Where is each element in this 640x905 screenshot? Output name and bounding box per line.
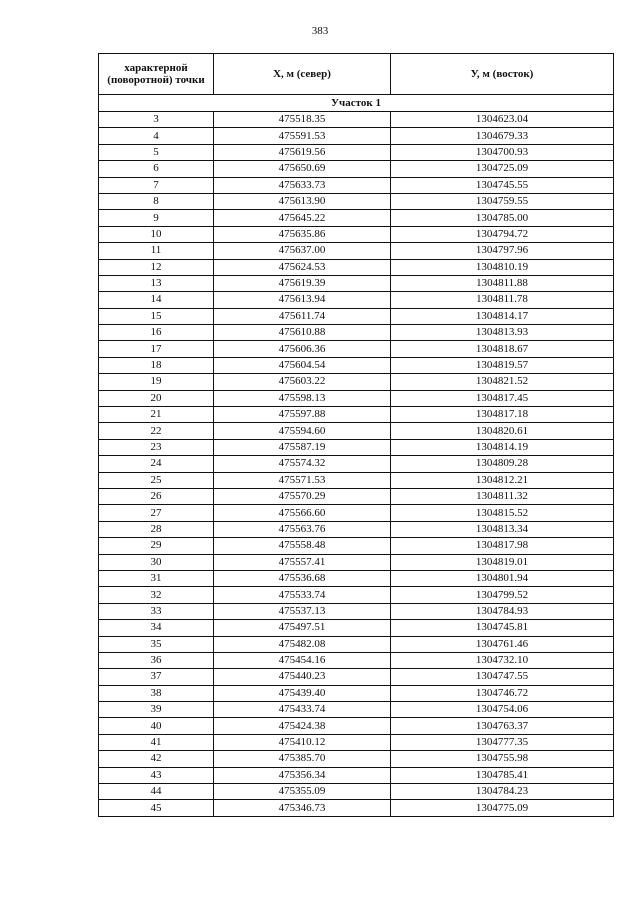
y-coordinate: 1304745.81: [391, 620, 614, 636]
y-coordinate: 1304679.33: [391, 128, 614, 144]
table-row: [99, 390, 614, 406]
page-number: 383: [311, 25, 329, 37]
point-number: 25: [99, 472, 214, 488]
table-row: [99, 603, 614, 619]
y-coordinate: 1304797.96: [391, 243, 614, 259]
y-coordinate: 1304813.34: [391, 521, 614, 537]
table-row: [99, 702, 614, 718]
y-coordinate: 1304812.21: [391, 472, 614, 488]
x-coordinate: 475497.51: [214, 620, 391, 636]
x-coordinate: 475536.68: [214, 570, 391, 586]
y-coordinate: 1304814.17: [391, 308, 614, 324]
table-row: [99, 570, 614, 586]
x-coordinate: 475385.70: [214, 751, 391, 767]
table-row: [99, 275, 614, 291]
y-coordinate: 1304732.10: [391, 652, 614, 668]
y-coordinate: 1304817.45: [391, 390, 614, 406]
y-coordinate: 1304820.61: [391, 423, 614, 439]
y-coordinate: 1304817.98: [391, 538, 614, 554]
point-number: 12: [99, 259, 214, 275]
table-row: [99, 357, 614, 373]
point-number: 24: [99, 456, 214, 472]
x-coordinate: 475603.22: [214, 374, 391, 390]
y-coordinate: 1304811.78: [391, 292, 614, 308]
y-coordinate: 1304784.23: [391, 784, 614, 800]
point-number: 42: [99, 751, 214, 767]
point-number: 39: [99, 702, 214, 718]
y-coordinate: 1304700.93: [391, 144, 614, 160]
y-coordinate: 1304623.04: [391, 112, 614, 128]
x-coordinate: 475610.88: [214, 325, 391, 341]
y-coordinate: 1304794.72: [391, 226, 614, 242]
x-coordinate: 475563.76: [214, 521, 391, 537]
y-coordinate: 1304777.35: [391, 734, 614, 750]
point-number: 17: [99, 341, 214, 357]
y-coordinate: 1304819.57: [391, 357, 614, 373]
table-row: [99, 669, 614, 685]
table-row: [99, 685, 614, 701]
table-row: [99, 652, 614, 668]
x-coordinate: 475533.74: [214, 587, 391, 603]
table-row: [99, 193, 614, 209]
x-coordinate: 475346.73: [214, 800, 391, 816]
y-coordinate: 1304801.94: [391, 570, 614, 586]
x-coordinate: 475439.40: [214, 685, 391, 701]
y-coordinate: 1304814.19: [391, 439, 614, 455]
table-row: [99, 292, 614, 308]
table-row: [99, 521, 614, 537]
point-number: 5: [99, 144, 214, 160]
x-coordinate: 475574.32: [214, 456, 391, 472]
point-number: 19: [99, 374, 214, 390]
point-number: 32: [99, 587, 214, 603]
table-row: [99, 210, 614, 226]
point-number: 33: [99, 603, 214, 619]
table-row: [99, 243, 614, 259]
point-number: 29: [99, 538, 214, 554]
y-coordinate: 1304763.37: [391, 718, 614, 734]
point-number: 7: [99, 177, 214, 193]
x-coordinate: 475606.36: [214, 341, 391, 357]
y-coordinate: 1304785.00: [391, 210, 614, 226]
point-number: 43: [99, 767, 214, 783]
y-coordinate: 1304747.55: [391, 669, 614, 685]
point-number: 4: [99, 128, 214, 144]
point-number: 40: [99, 718, 214, 734]
x-coordinate: 475440.23: [214, 669, 391, 685]
table-row: [99, 751, 614, 767]
y-coordinate: 1304819.01: [391, 554, 614, 570]
point-number: 18: [99, 357, 214, 373]
point-number: 6: [99, 161, 214, 177]
y-coordinate: 1304785.41: [391, 767, 614, 783]
point-number: 37: [99, 669, 214, 685]
y-coordinate: 1304761.46: [391, 636, 614, 652]
x-coordinate: 475433.74: [214, 702, 391, 718]
header-y: У, м (восток): [391, 54, 614, 95]
y-coordinate: 1304813.93: [391, 325, 614, 341]
x-coordinate: 475598.13: [214, 390, 391, 406]
point-number: 15: [99, 308, 214, 324]
point-number: 28: [99, 521, 214, 537]
point-number: 20: [99, 390, 214, 406]
x-coordinate: 475591.53: [214, 128, 391, 144]
section-row: [99, 95, 614, 112]
point-number: 14: [99, 292, 214, 308]
x-coordinate: 475557.41: [214, 554, 391, 570]
x-coordinate: 475645.22: [214, 210, 391, 226]
table-row: [99, 374, 614, 390]
table-row: [99, 112, 614, 128]
point-number: 38: [99, 685, 214, 701]
x-coordinate: 475624.53: [214, 259, 391, 275]
table-row: [99, 259, 614, 275]
table-row: [99, 161, 614, 177]
y-coordinate: 1304775.09: [391, 800, 614, 816]
table-header: [99, 54, 614, 95]
table-row: [99, 505, 614, 521]
point-number: 30: [99, 554, 214, 570]
point-number: 44: [99, 784, 214, 800]
x-coordinate: 475597.88: [214, 407, 391, 423]
x-coordinate: 475482.08: [214, 636, 391, 652]
point-number: 27: [99, 505, 214, 521]
x-coordinate: 475587.19: [214, 439, 391, 455]
point-number: 10: [99, 226, 214, 242]
x-coordinate: 475518.35: [214, 112, 391, 128]
section-title: Участок 1: [99, 95, 614, 112]
point-number: 23: [99, 439, 214, 455]
point-number: 26: [99, 488, 214, 504]
x-coordinate: 475619.39: [214, 275, 391, 291]
table-row: [99, 128, 614, 144]
x-coordinate: 475633.73: [214, 177, 391, 193]
x-coordinate: 475611.74: [214, 308, 391, 324]
x-coordinate: 475571.53: [214, 472, 391, 488]
header-row: [99, 54, 614, 95]
y-coordinate: 1304725.09: [391, 161, 614, 177]
table-row: [99, 407, 614, 423]
y-coordinate: 1304817.18: [391, 407, 614, 423]
header-x: X, м (север): [214, 54, 391, 95]
table-row: [99, 456, 614, 472]
x-coordinate: 475594.60: [214, 423, 391, 439]
point-number: 9: [99, 210, 214, 226]
table-row: [99, 144, 614, 160]
table-row: [99, 325, 614, 341]
x-coordinate: 475537.13: [214, 603, 391, 619]
point-number: 31: [99, 570, 214, 586]
table-row: [99, 734, 614, 750]
x-coordinate: 475558.48: [214, 538, 391, 554]
x-coordinate: 475604.54: [214, 357, 391, 373]
y-coordinate: 1304821.52: [391, 374, 614, 390]
table-row: [99, 472, 614, 488]
x-coordinate: 475454.16: [214, 652, 391, 668]
header-point: характерной (поворотной) точки: [99, 54, 214, 95]
y-coordinate: 1304815.52: [391, 505, 614, 521]
table-row: [99, 800, 614, 816]
x-coordinate: 475650.69: [214, 161, 391, 177]
table-row: [99, 554, 614, 570]
point-number: 35: [99, 636, 214, 652]
table-row: [99, 226, 614, 242]
table-row: [99, 636, 614, 652]
table-row: [99, 308, 614, 324]
point-number: 21: [99, 407, 214, 423]
table-row: [99, 177, 614, 193]
x-coordinate: 475613.94: [214, 292, 391, 308]
y-coordinate: 1304811.32: [391, 488, 614, 504]
x-coordinate: 475355.09: [214, 784, 391, 800]
x-coordinate: 475566.60: [214, 505, 391, 521]
table-row: [99, 784, 614, 800]
table-row: [99, 620, 614, 636]
coordinates-table: [98, 53, 614, 817]
table-row: [99, 423, 614, 439]
y-coordinate: 1304745.55: [391, 177, 614, 193]
table-row: [99, 718, 614, 734]
x-coordinate: 475356.34: [214, 767, 391, 783]
x-coordinate: 475635.86: [214, 226, 391, 242]
table-row: [99, 439, 614, 455]
y-coordinate: 1304809.28: [391, 456, 614, 472]
table-row: [99, 538, 614, 554]
point-number: 34: [99, 620, 214, 636]
y-coordinate: 1304818.67: [391, 341, 614, 357]
table-body: [99, 95, 614, 817]
point-number: 3: [99, 112, 214, 128]
table-row: [99, 767, 614, 783]
y-coordinate: 1304810.19: [391, 259, 614, 275]
y-coordinate: 1304784.93: [391, 603, 614, 619]
x-coordinate: 475619.56: [214, 144, 391, 160]
point-number: 11: [99, 243, 214, 259]
point-number: 16: [99, 325, 214, 341]
table-row: [99, 488, 614, 504]
x-coordinate: 475613.90: [214, 193, 391, 209]
y-coordinate: 1304755.98: [391, 751, 614, 767]
x-coordinate: 475637.00: [214, 243, 391, 259]
y-coordinate: 1304799.52: [391, 587, 614, 603]
point-number: 8: [99, 193, 214, 209]
y-coordinate: 1304759.55: [391, 193, 614, 209]
x-coordinate: 475424.38: [214, 718, 391, 734]
y-coordinate: 1304746.72: [391, 685, 614, 701]
table-row: [99, 341, 614, 357]
point-number: 13: [99, 275, 214, 291]
point-number: 41: [99, 734, 214, 750]
point-number: 22: [99, 423, 214, 439]
table-row: [99, 587, 614, 603]
x-coordinate: 475570.29: [214, 488, 391, 504]
point-number: 45: [99, 800, 214, 816]
y-coordinate: 1304811.88: [391, 275, 614, 291]
x-coordinate: 475410.12: [214, 734, 391, 750]
point-number: 36: [99, 652, 214, 668]
y-coordinate: 1304754.06: [391, 702, 614, 718]
